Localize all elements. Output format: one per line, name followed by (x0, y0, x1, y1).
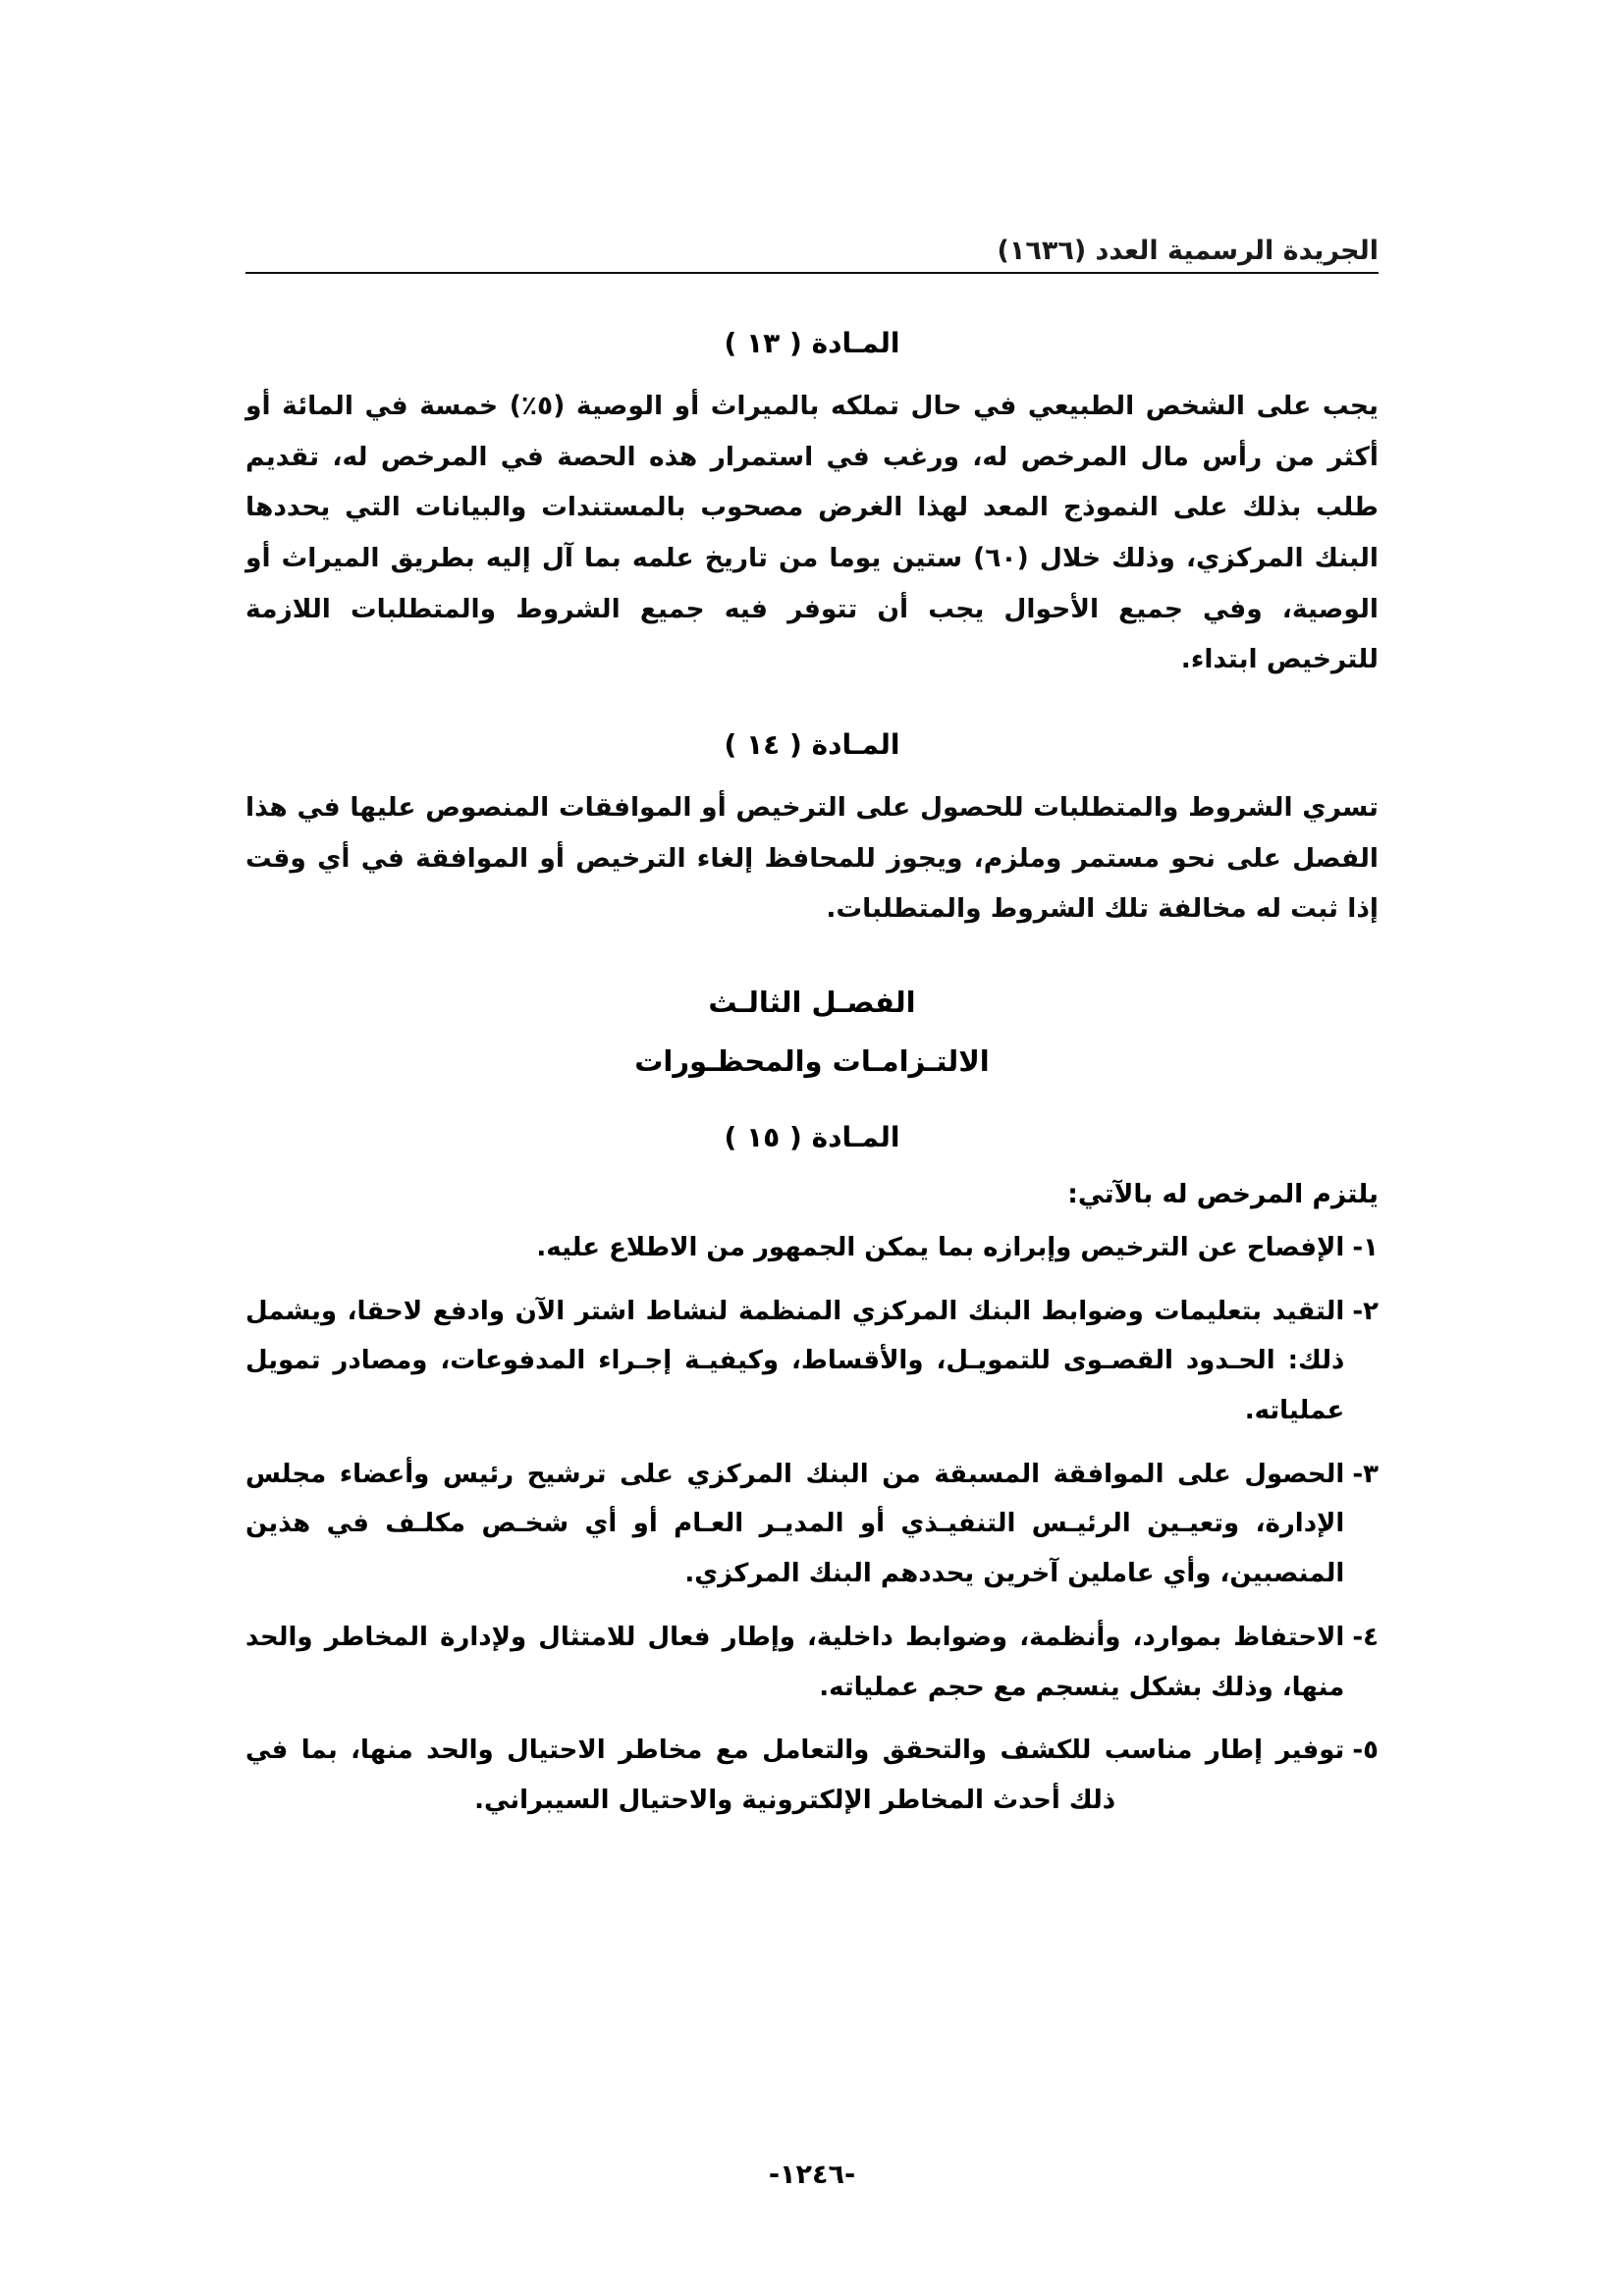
list-item (245, 1613, 1379, 1712)
header-text: الجريدة الرسمية العدد (١٦٣٦) (997, 236, 1379, 266)
list-item (245, 1223, 1379, 1273)
list-item-text: الاحتفاظ بموارد، وأنظمة، وضوابط داخلية، وإطار فعال للامتثال ولإدارة المخاطر والحد منها، وذلك بشكل ينسجم مع حجم عملياته. (245, 1622, 1345, 1702)
list-item-text: توفير إطار مناسب للكشف والتحقق والتعامل مع مخاطر الاحتيال والحد منها، بما في ذلك أحدث المخاطر الإلكترونية والاحتيال السيبراني. (245, 1735, 1345, 1815)
list-item-number: ٣- (1352, 1459, 1379, 1489)
page-header (245, 236, 1379, 284)
chapter-title: الفصـل الثالـث (708, 986, 916, 1020)
list-item-text: الحصول على الموافقة المسبقة من البنك المركزي على ترشيح رئيس وأعضاء مجلس الإدارة، وتعيـين الرئيـس التنفيـذي أو المديـر العـام أو أي شخـص مكلـف في هذين المنصبين، وأي عاملين آخرين يحددهم البنك المركزي. (245, 1459, 1345, 1589)
list-item (245, 1726, 1379, 1825)
list-item (245, 1450, 1379, 1599)
article-13-title: المـادة ( ١٣ ) (724, 327, 900, 359)
list-item-text: التقيد بتعليمات وضوابط البنك المركزي المنظمة لنشاط اشتر الآن وادفع لاحقا، ويشمل ذلك: الحـدود القصـوى للتمويـل، والأقساط، وكيفيـة إجـراء المدفوعات، ومصادر تمويل عملياته. (245, 1296, 1345, 1426)
article-13-body: يجب على الشخص الطبيعي في حال تملكه بالميراث أو الوصية (٥٪) خمسة في المائة أو أكثر من رأس مال المرخص له، ورغب في استمرار هذه الحصة في المرخص له، تقديم طلب بذلك على النموذج المعد لهذا الغرض مصحوب بالمستندات والبيانات التي يحددها البنك المركزي، وذلك خلال (٦٠) ستين يوما من تاريخ علمه بما آل إليه بطريق الميراث أو الوصية، وفي جميع الأحوال يجب أن تتوفر فيه جميع الشروط والمتطلبات اللازمة للترخيص ابتداء. (245, 391, 1379, 675)
article-15-title: المـادة ( ١٥ ) (724, 1121, 900, 1154)
list-item-number: ٤- (1352, 1622, 1379, 1652)
article-14-title: المـادة ( ١٤ ) (724, 728, 900, 762)
header-divider (245, 272, 1379, 274)
list-item-number: ٥- (1352, 1735, 1379, 1766)
article-15-intro: يلتزم المرخص له بالآتي: (1067, 1179, 1379, 1210)
list-item (245, 1287, 1379, 1436)
article-14-body: تسري الشروط والمتطلبات للحصول على الترخيص أو الموافقات المنصوص عليها في هذا الفصل على نحو مستمر وملزم، ويجوز للمحافظ إلغاء الترخيص أو الموافقة في أي وقت إذا ثبت له مخالفة تلك الشروط والمتطلبات. (245, 792, 1379, 925)
obligations-list (245, 1223, 1379, 1826)
chapter-subtitle: الالتـزامـات والمحظـورات (634, 1044, 990, 1079)
list-item-number: ١- (1352, 1233, 1379, 1263)
page-content (245, 236, 1379, 1840)
list-item-text: الإفصاح عن الترخيص وإبرازه بما يمكن الجمهور من الاطلاع عليه. (536, 1233, 1345, 1263)
page-number: -١٢٤٦- (768, 2160, 856, 2190)
list-item-number: ٢- (1352, 1296, 1379, 1326)
